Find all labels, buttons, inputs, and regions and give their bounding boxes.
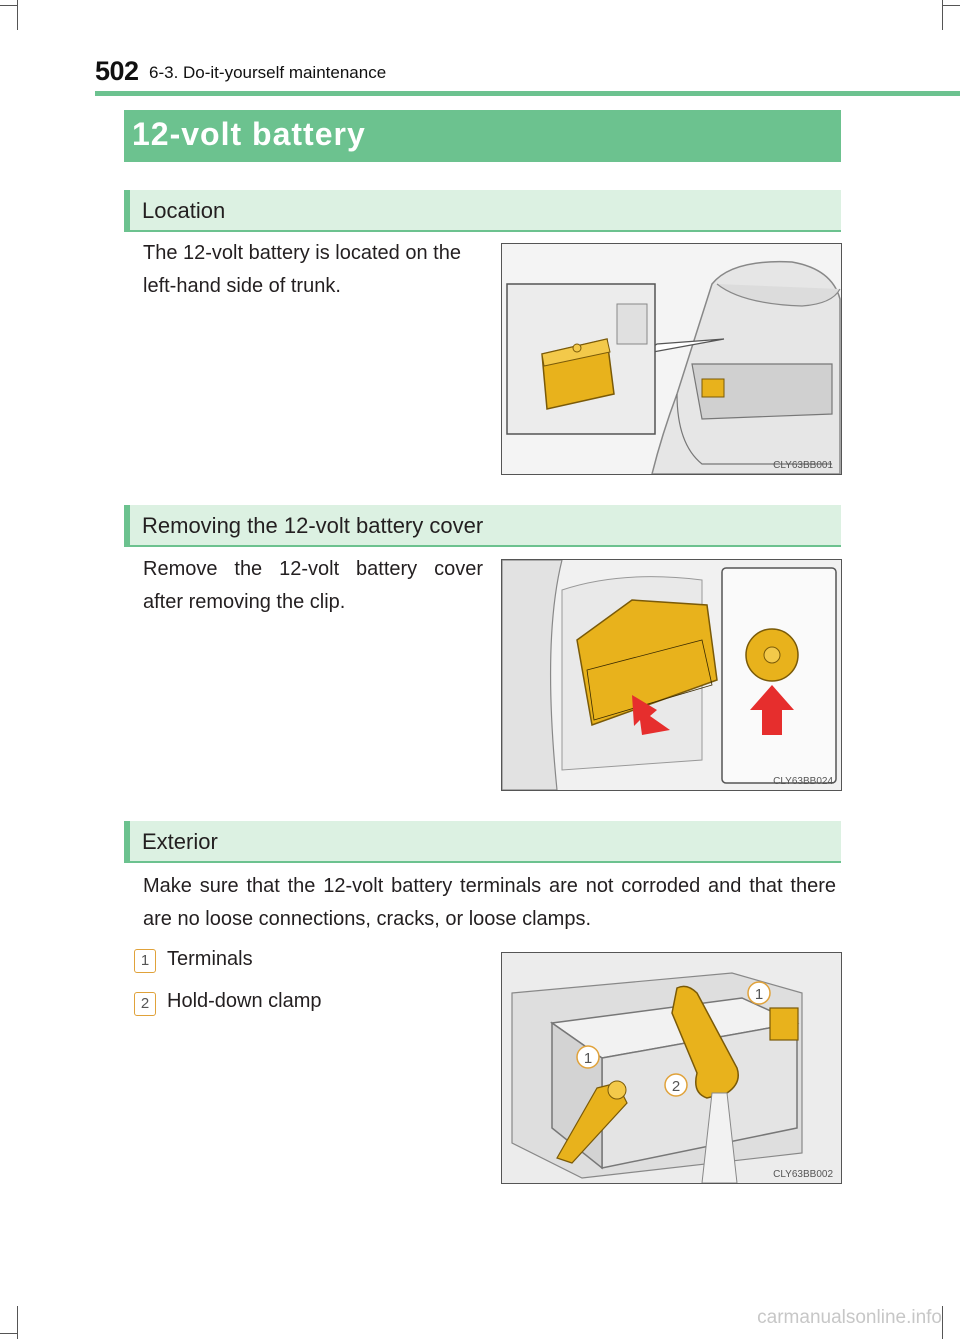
crop-mark <box>17 1306 18 1339</box>
list-number-1: 1 <box>134 949 156 973</box>
section-heading-removing-cover <box>124 505 841 547</box>
crop-mark <box>942 1306 943 1339</box>
page-title: 12-volt battery <box>132 116 366 152</box>
page-title-bar <box>124 110 841 162</box>
section-heading-text: Location <box>142 198 226 223</box>
section-breadcrumb: 6-3. Do-it-yourself maintenance <box>149 63 387 82</box>
section-heading-location <box>124 190 841 232</box>
crop-mark <box>942 0 943 30</box>
removing-cover-paragraph: Remove the 12-volt battery cover after removing the clip. <box>143 558 483 613</box>
crop-mark <box>942 5 960 6</box>
callout-terminal-1: 1 <box>754 986 764 1003</box>
crop-mark <box>17 0 18 30</box>
battery-exterior-figure <box>501 952 842 1184</box>
figure-code: CLY63BB002 <box>773 1169 833 1180</box>
figure-code: CLY63BB024 <box>773 776 833 787</box>
page-number: 502 <box>95 56 139 86</box>
crop-mark <box>0 5 18 6</box>
exterior-paragraph: Make sure that the 12-volt battery terminals are not corroded and that there are no loose connections, cracks, or loose clamps. <box>143 875 836 930</box>
location-paragraph: The 12-volt battery is located on the left-hand side of trunk. <box>143 242 461 297</box>
section-heading-text: Exterior <box>142 829 218 854</box>
list-item-hold-down-clamp: Hold-down clamp <box>167 990 322 1012</box>
section-heading-exterior <box>124 821 841 863</box>
header-divider <box>95 91 960 96</box>
crop-mark <box>0 1333 18 1334</box>
list-item-terminals: Terminals <box>167 948 253 970</box>
watermark: carmanualsonline.info <box>757 1307 942 1328</box>
callout-terminal-2: 1 <box>583 1050 593 1067</box>
callout-clamp: 2 <box>671 1078 681 1095</box>
battery-location-figure <box>501 243 842 475</box>
battery-cover-figure <box>501 559 842 791</box>
list-number-2: 2 <box>134 992 156 1016</box>
section-heading-text: Removing the 12-volt battery cover <box>142 513 484 538</box>
figure-code: CLY63BB001 <box>773 460 833 471</box>
